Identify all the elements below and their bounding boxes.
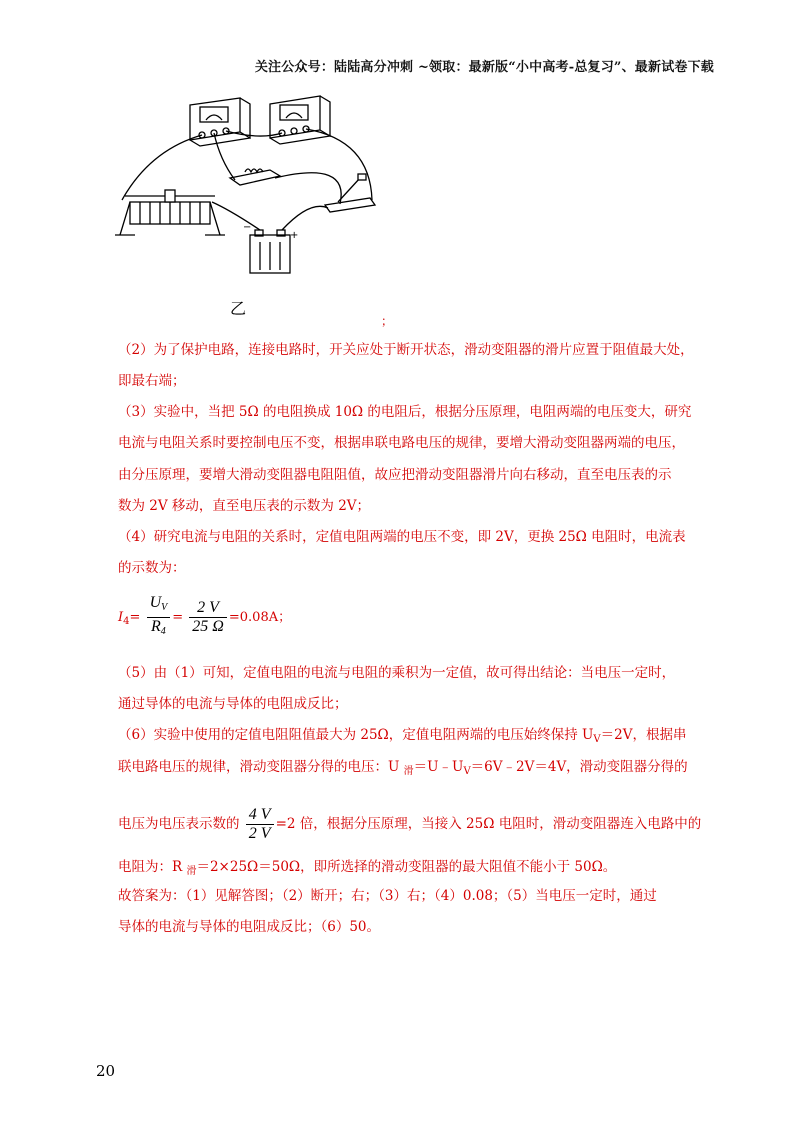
formula-lhs-sub: 4 (123, 616, 130, 627)
paragraph-line (118, 757, 688, 782)
formula-eq: = (172, 610, 184, 625)
current-formula (118, 594, 291, 641)
paragraph-line: 即最右端； (118, 373, 186, 389)
text-run: 电阻为：R (118, 859, 187, 875)
fraction-uv-r4 (147, 594, 171, 641)
circuit-diagram (110, 90, 400, 290)
fraction-denominator-sub: 4 (160, 626, 166, 637)
paragraph-line: （4）研究电流与电阻的关系时，定值电阻两端的电压不变，即 2V，更换 25Ω 电阻时，电流表 (118, 529, 686, 545)
text-run: 联电路电压的规律，滑动变阻器分得的电压：U (118, 759, 404, 775)
fraction-numerator: 4 V (246, 806, 274, 825)
answer-line: 导体的电流与导体的电阻成反比；（6）50。 (118, 919, 381, 935)
formula-result: 0.08A； (239, 610, 292, 625)
subscript: V (463, 766, 471, 777)
paragraph-line (118, 857, 616, 882)
paragraph-line (118, 725, 687, 750)
svg-text:−: − (243, 222, 252, 233)
paragraph-line: 由分压原理，要增大滑动变阻器电阻阻值，故应把滑动变阻器滑片向右移动，直至电压表的示 (118, 467, 672, 483)
subscript: 滑 (403, 766, 414, 777)
page-header: 关注公众号：陆陆高分冲刺 ~领取：最新版“小中高考-总复习”、最新试卷下载 (254, 60, 714, 75)
fraction-2v-25ohm (189, 599, 227, 636)
page-number: 20 (96, 1062, 116, 1080)
paragraph-line: （2）为了保护电路，连接电路时，开关应处于断开状态，滑动变阻器的滑片应置于阻值最大处， (118, 342, 694, 358)
fraction-denominator: R (151, 618, 161, 635)
subscript: V (593, 734, 601, 745)
text-run: ＝U﹣U (413, 759, 464, 775)
paragraph-line: 电流与电阻关系时要控制电压不变，根据串联电路电压的规律，要增大滑动变阻器两端的电压， (118, 435, 685, 451)
formula-eq: = (129, 610, 141, 625)
fraction-numerator: 2 V (189, 599, 227, 618)
text-run: ＝2×25Ω＝50Ω，即所选择的滑动变阻器的最大阻值不能小于 50Ω。 (196, 859, 617, 875)
paragraph-line: 数为 2V 移动，直至电压表的示数为 2V； (118, 498, 371, 514)
text-run: =2 倍，根据分压原理，当接入 25Ω 电阻时，滑动变阻器连入电路中的 (275, 816, 702, 832)
fraction-denominator: 2 V (248, 825, 271, 842)
svg-text:+: + (290, 230, 299, 241)
fraction-4v-2v (246, 806, 274, 843)
paragraph-line: （5）由（1）可知，定值电阻的电流与电阻的乘积为一定值，故可得出结论：当电压一定时， (118, 665, 676, 681)
text-run: 电压为电压表示数的 (118, 816, 240, 832)
paragraph-line (118, 806, 701, 843)
paragraph-line: 的示数为： (118, 560, 186, 576)
text-run: ＝6V﹣2V＝4V，滑动变阻器分得的 (470, 759, 688, 775)
answer-line: 故答案为：（1）见解答图；（2）断开；右；（3）右；（4）0.08；（5）当电压一定时，通过 (118, 888, 657, 904)
fraction-numerator-sub: V (161, 602, 168, 613)
text-run: （6）实验中使用的定值电阻阻值最大为 25Ω，定值电阻两端的电压始终保持 U (118, 727, 594, 743)
formula-eq: = (228, 610, 240, 625)
figure-label: 乙 (230, 299, 247, 318)
paragraph-line: 通过导体的电流与导体的电阻成反比； (118, 696, 348, 712)
subscript: 滑 (186, 866, 197, 877)
paragraph-line: （3）实验中，当把 5Ω 的电阻换成 10Ω 的电阻后，根据分压原理，电阻两端的电压变大，研究 (118, 404, 692, 420)
fraction-denominator: 25 Ω (192, 618, 224, 635)
formula-lhs: I (118, 610, 124, 625)
figure-trailing-mark: ； (381, 314, 394, 328)
text-run: ＝2V，根据串 (600, 727, 687, 743)
fraction-numerator: U (149, 594, 162, 611)
